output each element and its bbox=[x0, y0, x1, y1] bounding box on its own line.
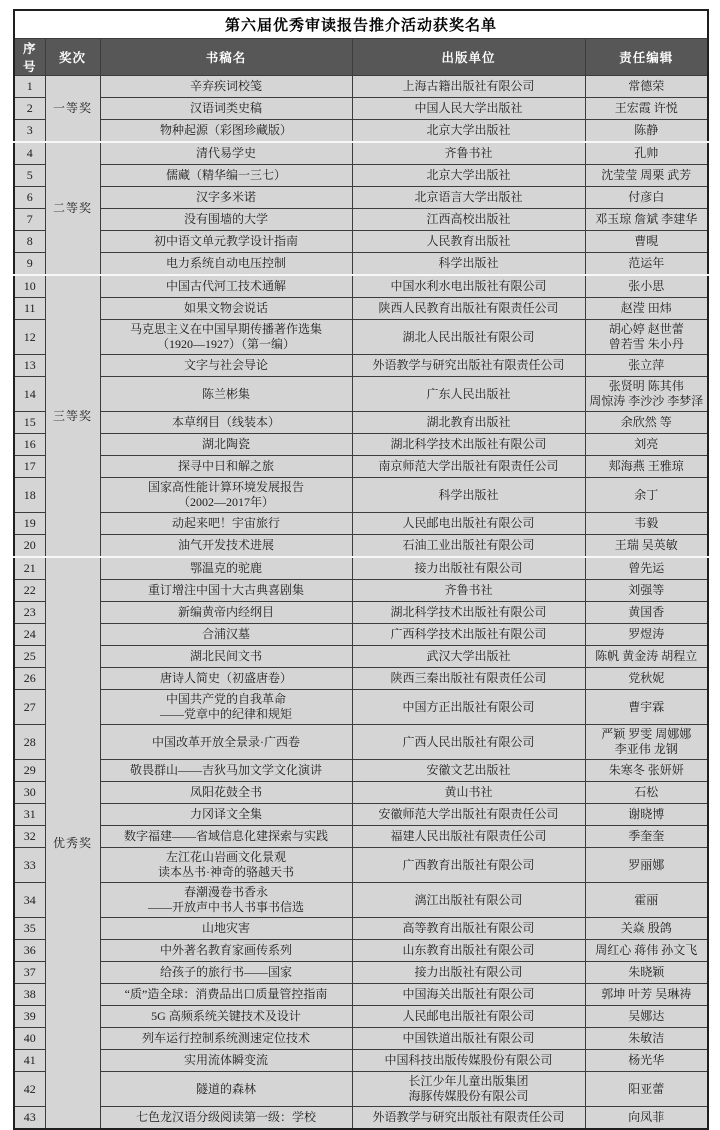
cell-publisher: 外语教学与研究出版社有限责任公司 bbox=[352, 1107, 585, 1130]
cell-row-number: 15 bbox=[14, 412, 45, 434]
cell-book-title: 力冈译文全集 bbox=[100, 804, 352, 826]
table-row bbox=[14, 725, 708, 760]
cell-publisher: 外语教学与研究出版社有限责任公司 bbox=[352, 355, 585, 377]
table-row bbox=[14, 646, 708, 668]
table-row bbox=[14, 984, 708, 1006]
table-row bbox=[14, 434, 708, 456]
cell-book-title: 敬畏群山——吉狄马加文学文化演讲 bbox=[100, 760, 352, 782]
cell-row-number: 19 bbox=[14, 513, 45, 535]
table-row bbox=[14, 782, 708, 804]
cell-publisher: 漓江出版社有限公司 bbox=[352, 883, 585, 918]
cell-publisher: 广西教育出版社有限公司 bbox=[352, 848, 585, 883]
cell-publisher: 中国科技出版传媒股份有限公司 bbox=[352, 1050, 585, 1072]
table-row bbox=[14, 1072, 708, 1107]
cell-book-title: “质”造全球：消费品出口质量管控指南 bbox=[100, 984, 352, 1006]
cell-editors: 赵滢 田炜 bbox=[585, 298, 708, 320]
cell-book-title: 中国改革开放全景录·广西卷 bbox=[100, 725, 352, 760]
cell-award-tier: 一等奖 bbox=[45, 76, 100, 143]
cell-row-number: 3 bbox=[14, 120, 45, 143]
cell-editors: 严颖 罗雯 周娜娜 李亚伟 龙钢 bbox=[585, 725, 708, 760]
cell-row-number: 21 bbox=[14, 557, 45, 580]
cell-book-title: 马克思主义在中国早期传播著作选集 （1920—1927）（第一编） bbox=[100, 320, 352, 355]
cell-row-number: 5 bbox=[14, 165, 45, 187]
cell-book-title: 本草纲目（线装本） bbox=[100, 412, 352, 434]
cell-book-title: 汉字多米诺 bbox=[100, 187, 352, 209]
cell-book-title: 汉语词类史稿 bbox=[100, 98, 352, 120]
table-row bbox=[14, 1028, 708, 1050]
cell-book-title: 如果文物会说话 bbox=[100, 298, 352, 320]
cell-row-number: 31 bbox=[14, 804, 45, 826]
cell-publisher: 山东教育出版社有限公司 bbox=[352, 940, 585, 962]
table-row bbox=[14, 602, 708, 624]
table-row bbox=[14, 940, 708, 962]
cell-editors: 常德荣 bbox=[585, 76, 708, 98]
cell-editors: 王瑞 吴英敏 bbox=[585, 535, 708, 558]
cell-book-title: 鄂温克的驼鹿 bbox=[100, 557, 352, 580]
table-row bbox=[14, 883, 708, 918]
table-row bbox=[14, 275, 708, 298]
cell-editors: 季奎奎 bbox=[585, 826, 708, 848]
cell-publisher: 科学出版社 bbox=[352, 478, 585, 513]
cell-editors: 曹晛 bbox=[585, 231, 708, 253]
cell-editors: 沈莹莹 周栗 武芳 bbox=[585, 165, 708, 187]
cell-book-title: 湖北陶瓷 bbox=[100, 434, 352, 456]
awards-table-body bbox=[14, 76, 708, 1130]
cell-row-number: 29 bbox=[14, 760, 45, 782]
cell-row-number: 24 bbox=[14, 624, 45, 646]
cell-publisher: 广东人民出版社 bbox=[352, 377, 585, 412]
column-header-award: 奖次 bbox=[45, 39, 100, 76]
cell-editors: 刘强等 bbox=[585, 580, 708, 602]
cell-book-title: 辛弃疾词校笺 bbox=[100, 76, 352, 98]
table-row bbox=[14, 209, 708, 231]
table-row bbox=[14, 918, 708, 940]
cell-publisher: 陕西人民教育出版社有限责任公司 bbox=[352, 298, 585, 320]
cell-publisher: 中国方正出版社有限公司 bbox=[352, 690, 585, 725]
cell-publisher: 上海古籍出版社有限公司 bbox=[352, 76, 585, 98]
cell-row-number: 16 bbox=[14, 434, 45, 456]
table-row bbox=[14, 1006, 708, 1028]
cell-editors: 向凤菲 bbox=[585, 1107, 708, 1130]
cell-publisher: 中国海关出版社有限公司 bbox=[352, 984, 585, 1006]
awards-table bbox=[13, 9, 709, 1130]
cell-row-number: 36 bbox=[14, 940, 45, 962]
cell-row-number: 30 bbox=[14, 782, 45, 804]
cell-row-number: 10 bbox=[14, 275, 45, 298]
table-row bbox=[14, 142, 708, 165]
cell-book-title: 探寻中日和解之旅 bbox=[100, 456, 352, 478]
table-row bbox=[14, 98, 708, 120]
column-header-publisher: 出版单位 bbox=[352, 39, 585, 76]
cell-book-title: 国家高性能计算环境发展报告 （2002—2017年） bbox=[100, 478, 352, 513]
table-row bbox=[14, 580, 708, 602]
cell-book-title: 初中语文单元教学设计指南 bbox=[100, 231, 352, 253]
cell-row-number: 6 bbox=[14, 187, 45, 209]
table-row bbox=[14, 535, 708, 558]
table-row bbox=[14, 231, 708, 253]
cell-publisher: 齐鲁书社 bbox=[352, 142, 585, 165]
cell-book-title: 春潮漫卷书香永 ——开放声中书人书事书信选 bbox=[100, 883, 352, 918]
cell-editors: 霍丽 bbox=[585, 883, 708, 918]
cell-row-number: 7 bbox=[14, 209, 45, 231]
cell-book-title: 中国古代河工技术通解 bbox=[100, 275, 352, 298]
table-row bbox=[14, 962, 708, 984]
cell-row-number: 17 bbox=[14, 456, 45, 478]
cell-editors: 张小思 bbox=[585, 275, 708, 298]
table-row bbox=[14, 668, 708, 690]
cell-book-title: 凤阳花鼓全书 bbox=[100, 782, 352, 804]
cell-editors: 罗煜涛 bbox=[585, 624, 708, 646]
cell-editors: 郭坤 叶芳 吴琳祷 bbox=[585, 984, 708, 1006]
cell-publisher: 安徽师范大学出版社有限责任公司 bbox=[352, 804, 585, 826]
cell-book-title: 列车运行控制系统测速定位技术 bbox=[100, 1028, 352, 1050]
table-row bbox=[14, 456, 708, 478]
title-row bbox=[14, 10, 708, 39]
table-row bbox=[14, 320, 708, 355]
cell-row-number: 26 bbox=[14, 668, 45, 690]
cell-award-tier: 三等奖 bbox=[45, 275, 100, 557]
cell-row-number: 2 bbox=[14, 98, 45, 120]
table-row bbox=[14, 826, 708, 848]
cell-editors: 曹宇霖 bbox=[585, 690, 708, 725]
table-row bbox=[14, 253, 708, 276]
cell-publisher: 石油工业出版社有限公司 bbox=[352, 535, 585, 558]
cell-book-title: 七色龙汉语分级阅读第一级：学校 bbox=[100, 1107, 352, 1130]
cell-row-number: 33 bbox=[14, 848, 45, 883]
cell-publisher: 湖北人民出版社有限公司 bbox=[352, 320, 585, 355]
cell-editors: 朱晓颖 bbox=[585, 962, 708, 984]
cell-row-number: 35 bbox=[14, 918, 45, 940]
cell-editors: 陈静 bbox=[585, 120, 708, 143]
cell-row-number: 13 bbox=[14, 355, 45, 377]
cell-book-title: 动起来吧！宇宙旅行 bbox=[100, 513, 352, 535]
cell-publisher: 人民邮电出版社有限公司 bbox=[352, 1006, 585, 1028]
cell-editors: 杨光华 bbox=[585, 1050, 708, 1072]
cell-publisher: 广西人民出版社有限公司 bbox=[352, 725, 585, 760]
table-row bbox=[14, 513, 708, 535]
cell-book-title: 中国共产党的自我革命 ——党章中的纪律和规矩 bbox=[100, 690, 352, 725]
table-row bbox=[14, 377, 708, 412]
cell-editors: 关焱 殷鸽 bbox=[585, 918, 708, 940]
cell-book-title: 没有围墙的大学 bbox=[100, 209, 352, 231]
cell-publisher: 中国水利水电出版社有限公司 bbox=[352, 275, 585, 298]
cell-book-title: 合浦汉墓 bbox=[100, 624, 352, 646]
header-row bbox=[14, 39, 708, 76]
cell-book-title: 重订增注中国十大古典喜剧集 bbox=[100, 580, 352, 602]
cell-publisher: 陕西三秦出版社有限责任公司 bbox=[352, 668, 585, 690]
table-row bbox=[14, 848, 708, 883]
table-row bbox=[14, 760, 708, 782]
table-row bbox=[14, 355, 708, 377]
cell-row-number: 12 bbox=[14, 320, 45, 355]
cell-book-title: 山地灾害 bbox=[100, 918, 352, 940]
cell-row-number: 18 bbox=[14, 478, 45, 513]
cell-editors: 吴娜达 bbox=[585, 1006, 708, 1028]
table-row bbox=[14, 690, 708, 725]
cell-publisher: 湖北教育出版社 bbox=[352, 412, 585, 434]
cell-publisher: 中国铁道出版社有限公司 bbox=[352, 1028, 585, 1050]
cell-publisher: 江西高校出版社 bbox=[352, 209, 585, 231]
cell-row-number: 37 bbox=[14, 962, 45, 984]
cell-editors: 邓玉琼 詹斌 李建华 bbox=[585, 209, 708, 231]
cell-editors: 罗丽娜 bbox=[585, 848, 708, 883]
cell-publisher: 湖北科学技术出版社有限公司 bbox=[352, 434, 585, 456]
table-row bbox=[14, 1107, 708, 1130]
cell-row-number: 40 bbox=[14, 1028, 45, 1050]
table-row bbox=[14, 804, 708, 826]
cell-publisher: 武汉大学出版社 bbox=[352, 646, 585, 668]
cell-book-title: 陈兰彬集 bbox=[100, 377, 352, 412]
cell-editors: 余欣然 等 bbox=[585, 412, 708, 434]
cell-editors: 党秋妮 bbox=[585, 668, 708, 690]
cell-row-number: 32 bbox=[14, 826, 45, 848]
cell-book-title: 文字与社会导论 bbox=[100, 355, 352, 377]
cell-book-title: 湖北民间文书 bbox=[100, 646, 352, 668]
cell-editors: 阳亚蕾 bbox=[585, 1072, 708, 1107]
table-row bbox=[14, 478, 708, 513]
table-row bbox=[14, 557, 708, 580]
cell-publisher: 中国人民大学出版社 bbox=[352, 98, 585, 120]
cell-book-title: 电力系统自动电压控制 bbox=[100, 253, 352, 276]
cell-publisher: 北京大学出版社 bbox=[352, 165, 585, 187]
cell-book-title: 中外著名教育家画传系列 bbox=[100, 940, 352, 962]
cell-editors: 朱寒冬 张妍妍 bbox=[585, 760, 708, 782]
cell-row-number: 4 bbox=[14, 142, 45, 165]
cell-row-number: 41 bbox=[14, 1050, 45, 1072]
cell-publisher: 广西科学技术出版社有限公司 bbox=[352, 624, 585, 646]
cell-publisher: 黄山书社 bbox=[352, 782, 585, 804]
cell-editors: 范运年 bbox=[585, 253, 708, 276]
table-row bbox=[14, 624, 708, 646]
table-row bbox=[14, 120, 708, 143]
cell-editors: 朱敏洁 bbox=[585, 1028, 708, 1050]
cell-publisher: 南京师范大学出版社有限责任公司 bbox=[352, 456, 585, 478]
cell-row-number: 42 bbox=[14, 1072, 45, 1107]
table-row bbox=[14, 1050, 708, 1072]
cell-book-title: 给孩子的旅行书——国家 bbox=[100, 962, 352, 984]
cell-publisher: 湖北科学技术出版社有限公司 bbox=[352, 602, 585, 624]
cell-editors: 谢晓博 bbox=[585, 804, 708, 826]
cell-editors: 周红心 蒋伟 孙文飞 bbox=[585, 940, 708, 962]
cell-publisher: 科学出版社 bbox=[352, 253, 585, 276]
cell-row-number: 22 bbox=[14, 580, 45, 602]
cell-publisher: 齐鲁书社 bbox=[352, 580, 585, 602]
cell-editors: 胡心婷 赵世蕾 曾若雪 朱小丹 bbox=[585, 320, 708, 355]
cell-row-number: 25 bbox=[14, 646, 45, 668]
cell-publisher: 长江少年儿童出版集团 海豚传媒股份有限公司 bbox=[352, 1072, 585, 1107]
cell-book-title: 清代易学史 bbox=[100, 142, 352, 165]
cell-book-title: 数字福建——省域信息化建探索与实践 bbox=[100, 826, 352, 848]
cell-editors: 付彦白 bbox=[585, 187, 708, 209]
cell-book-title: 左江花山岩画文化景观 读本丛书·神奇的骆越天书 bbox=[100, 848, 352, 883]
column-header-no: 序号 bbox=[14, 39, 45, 76]
cell-row-number: 34 bbox=[14, 883, 45, 918]
cell-row-number: 39 bbox=[14, 1006, 45, 1028]
cell-row-number: 38 bbox=[14, 984, 45, 1006]
cell-editors: 韦毅 bbox=[585, 513, 708, 535]
cell-publisher: 人民邮电出版社有限公司 bbox=[352, 513, 585, 535]
cell-row-number: 43 bbox=[14, 1107, 45, 1130]
cell-row-number: 28 bbox=[14, 725, 45, 760]
cell-editors: 余丁 bbox=[585, 478, 708, 513]
cell-publisher: 北京大学出版社 bbox=[352, 120, 585, 143]
table-row bbox=[14, 165, 708, 187]
table-row bbox=[14, 412, 708, 434]
cell-publisher: 安徽文艺出版社 bbox=[352, 760, 585, 782]
table-row bbox=[14, 298, 708, 320]
page-title: 第六届优秀审读报告推介活动获奖名单 bbox=[14, 10, 708, 39]
cell-award-tier: 优秀奖 bbox=[45, 557, 100, 1129]
column-header-booktitle: 书稿名 bbox=[100, 39, 352, 76]
cell-editors: 郏海燕 王雅琼 bbox=[585, 456, 708, 478]
cell-editors: 张贤明 陈其伟 周惊涛 李沙沙 李梦泽 bbox=[585, 377, 708, 412]
cell-row-number: 8 bbox=[14, 231, 45, 253]
cell-row-number: 9 bbox=[14, 253, 45, 276]
cell-publisher: 北京语言大学出版社 bbox=[352, 187, 585, 209]
cell-row-number: 27 bbox=[14, 690, 45, 725]
cell-editors: 曾先运 bbox=[585, 557, 708, 580]
cell-book-title: 5G 高频系统关键技术及设计 bbox=[100, 1006, 352, 1028]
cell-book-title: 实用流体瞬变流 bbox=[100, 1050, 352, 1072]
table-row bbox=[14, 76, 708, 98]
column-header-editor: 责任编辑 bbox=[585, 39, 708, 76]
cell-row-number: 11 bbox=[14, 298, 45, 320]
cell-row-number: 23 bbox=[14, 602, 45, 624]
cell-publisher: 接力出版社有限公司 bbox=[352, 557, 585, 580]
cell-award-tier: 二等奖 bbox=[45, 142, 100, 275]
cell-row-number: 1 bbox=[14, 76, 45, 98]
cell-editors: 张立萍 bbox=[585, 355, 708, 377]
cell-row-number: 14 bbox=[14, 377, 45, 412]
table-row bbox=[14, 187, 708, 209]
cell-editors: 王宏霞 许悦 bbox=[585, 98, 708, 120]
cell-row-number: 20 bbox=[14, 535, 45, 558]
cell-book-title: 新编黄帝内经纲目 bbox=[100, 602, 352, 624]
cell-book-title: 物种起源（彩图珍藏版） bbox=[100, 120, 352, 143]
cell-publisher: 福建人民出版社有限责任公司 bbox=[352, 826, 585, 848]
cell-editors: 石松 bbox=[585, 782, 708, 804]
cell-book-title: 儒藏（精华编一三七） bbox=[100, 165, 352, 187]
cell-editors: 黄国香 bbox=[585, 602, 708, 624]
cell-editors: 刘亮 bbox=[585, 434, 708, 456]
cell-book-title: 唐诗人简史（初盛唐卷） bbox=[100, 668, 352, 690]
cell-publisher: 接力出版社有限公司 bbox=[352, 962, 585, 984]
cell-publisher: 高等教育出版社有限公司 bbox=[352, 918, 585, 940]
cell-publisher: 人民教育出版社 bbox=[352, 231, 585, 253]
cell-editors: 陈帆 黄金涛 胡程立 bbox=[585, 646, 708, 668]
cell-editors: 孔帅 bbox=[585, 142, 708, 165]
cell-book-title: 隧道的森林 bbox=[100, 1072, 352, 1107]
cell-book-title: 油气开发技术进展 bbox=[100, 535, 352, 558]
